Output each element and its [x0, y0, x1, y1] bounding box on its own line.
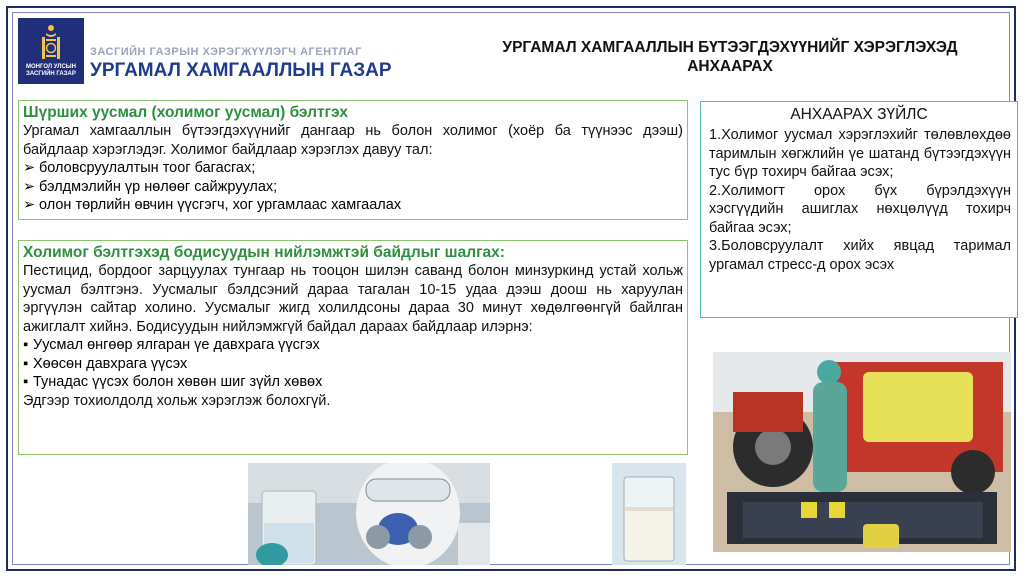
list-item-text: Уусмал өнгөөр ялгаран үе давхрага үүсгэх: [33, 337, 320, 353]
arrow-bullet-icon: ➢: [23, 160, 36, 176]
notice-item: 1.Холимог уусмал хэрэглэхийг төлөвлөхдөө таримлын хөгжлийн үе шатанд бүтээгдэхүүн тус бүр тохирч байгаа эсэх;: [709, 127, 1011, 180]
emblem-caption-line1: МОНГОЛ УЛСЫН: [26, 64, 76, 70]
photo-sprayer-tractor: [713, 352, 1011, 552]
section1-bullet-list: [19, 159, 687, 215]
slide-title: [450, 38, 1010, 76]
soyombo-icon: [37, 23, 65, 63]
list-item: [23, 196, 683, 215]
arrow-bullet-icon: ➢: [23, 197, 36, 213]
list-item-text: Тунадас үүсэх болон хөвөн шиг зүйл хөвөх: [33, 374, 323, 390]
section-compatibility-check: [18, 240, 688, 455]
emblem-caption: [18, 64, 84, 78]
section2-bullet-list: [19, 336, 687, 392]
list-item-text: Хөөсөн давхрага үүсэх: [33, 355, 188, 372]
notice-title: АНХААРАХ ЗҮЙЛС: [790, 106, 928, 123]
list-item: [23, 336, 683, 355]
section2-conclusion: Эдгээр тохиолдолд хольж хэрэглэж болохгүй.: [23, 392, 331, 409]
slide-title-line1: УРГАМАЛ ХАМГААЛЛЫН БҮТЭЭГДЭХҮҮНИЙГ ХЭРЭГЛЭХЭД: [502, 39, 958, 56]
section1-heading: Шүрших уусмал (холимог уусмал) бэлтгэх: [23, 104, 348, 121]
notice-item: 3.Боловсруулалт хийх явцад таримал ургамал стресс-д орох эсэх: [709, 238, 1011, 273]
photo-worker-respirator: [248, 463, 490, 565]
photo-beaker-liquid: [612, 463, 686, 565]
section2-heading: Холимог бэлтгэхэд бодисуудын нийлэмжтэй байдлыг шалгах:: [23, 244, 505, 261]
section-solution-preparation: [18, 100, 688, 220]
list-item: [23, 159, 683, 178]
agency-subtitle: ЗАСГИЙН ГАЗРЫН ХЭРЭГЖҮҮЛЭГЧ АГЕНТЛАГ: [90, 46, 362, 58]
notice-list: [701, 124, 1017, 274]
list-item: [23, 178, 683, 197]
slide-title-line2: АНХААРАХ: [687, 58, 773, 75]
list-item: [23, 373, 683, 392]
section2-body: Пестицид, бордоог зарцуулах тунгаар нь тооцон шилэн саванд болон минзуркинд устай хольж уусмал бэлтгэнэ. Уусмалыг бэлдсэний дараа тагалан 10-15 удаа дээш доош нь харуулан эргүүлэн сайтар холино. Уусмалыг жигд холилдсоны дараа 30 минут хөдөлгөөнгүй байлган ажиглалт хийнэ. Бодисуудын нийлэмжгүй байдал дараах байдлаар илэрнэ:: [23, 263, 683, 335]
notice-item: 2.Холимогт орох бүх бүрэлдэхүүн хэсгүүдийн ашиглах нөхцөлүүд тохирч байгаа эсэх;: [709, 182, 1011, 236]
list-item-text: боловсруулалтын тоог багасгах;: [39, 160, 256, 176]
government-emblem-logo: [18, 18, 84, 84]
section1-intro: Ургамал хамгааллын бүтээгдэхүүнийг дангаар нь болон холимог (хоёр ба түүнээс дээш) байдлаар хэрэглэдэг. Холимог байдлаар хэрэглэх давуу тал:: [23, 123, 683, 158]
agency-title: УРГАМАЛ ХАМГААЛЛЫН ГАЗАР: [90, 60, 392, 81]
square-bullet-icon: ▪: [23, 337, 29, 353]
emblem-caption-line2: ЗАСГИЙН ГАЗАР: [26, 71, 76, 77]
list-item-text: бэлдмэлийн үр нөлөөг сайжруулах;: [39, 178, 278, 195]
arrow-bullet-icon: ➢: [23, 178, 36, 195]
notice-box: [700, 101, 1018, 318]
square-bullet-icon: ▪: [23, 355, 29, 372]
list-item: [23, 355, 683, 374]
list-item-text: олон төрлийн өвчин үүсгэгч, хог ургамлаас хамгаалах: [39, 197, 402, 213]
square-bullet-icon: ▪: [23, 374, 29, 390]
